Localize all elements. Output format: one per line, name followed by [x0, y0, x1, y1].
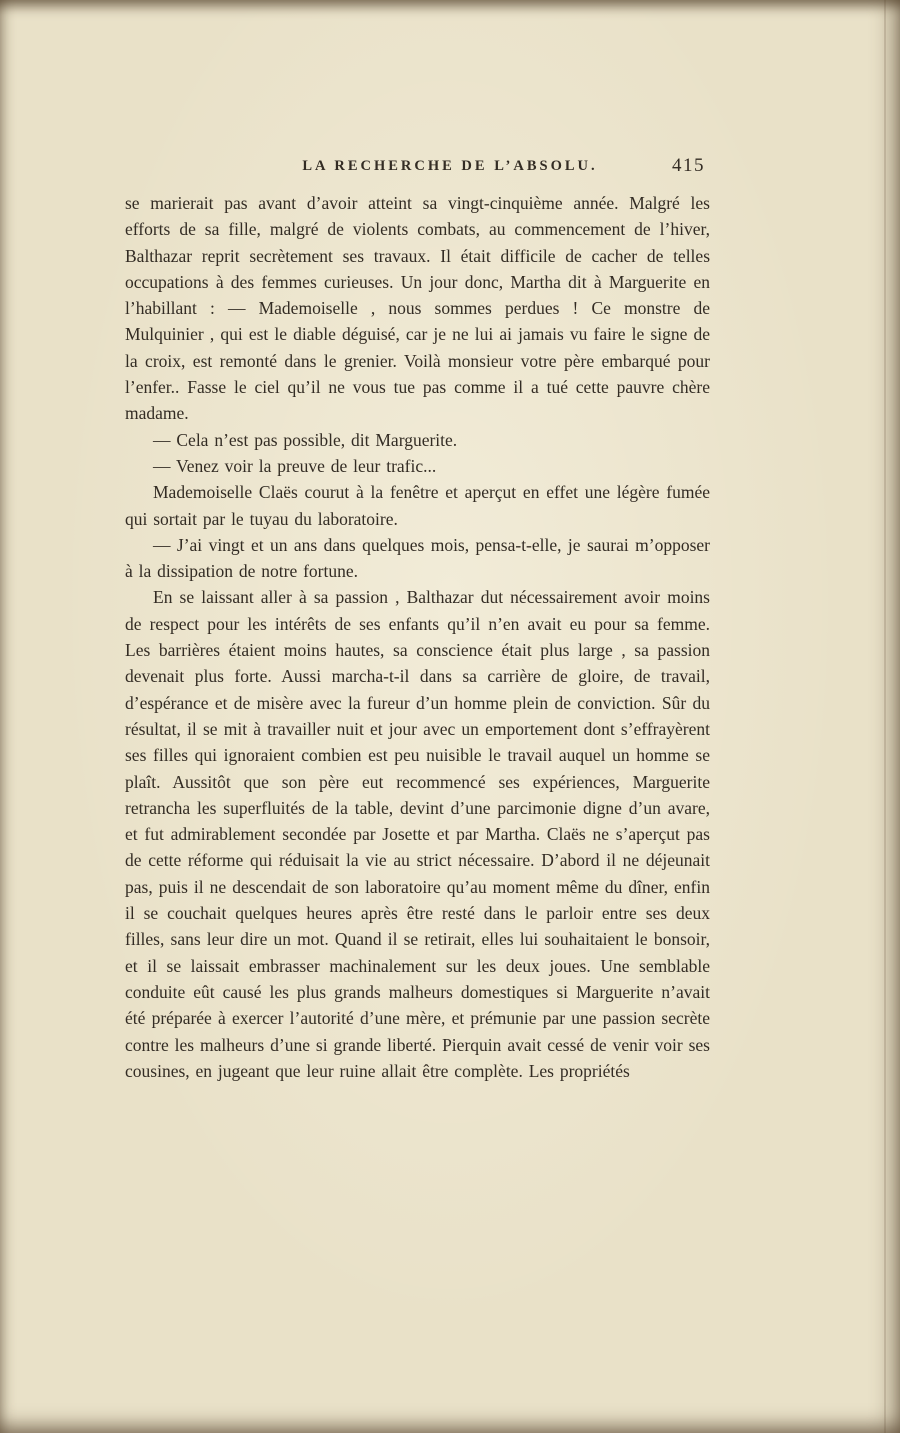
- page-number: 415: [672, 155, 705, 176]
- paragraph: Mademoiselle Claës courut à la fenêtre et aperçut en effet une légère fumée qui sortait par le tuyau du laboratoire.: [125, 482, 710, 529]
- paragraph-continuation: se marierait pas avant d’avoir atteint sa vingt-cinquième année. Malgré les efforts de sa fille, malgré de violents combats, au commencement de l’hiver, Balthazar reprit secrètement ses travaux. Il était difficile de cacher de telles occupations à des femmes curieuses. Un jour donc, Martha dit à Marguerite en l’habillant : — Mademoiselle , nous sommes perdues ! Ce monstre de Mulquinier , qui est le diable déguisé, car je ne lui ai jamais vu faire le signe de la croix, est remonté dans le grenier. Voilà monsieur votre père embarqué pour l’enfer.. Fasse le ciel qu’il ne vous tue pas comme il a tué cette pauvre chère madame.: [125, 193, 710, 424]
- running-header: [0, 152, 900, 180]
- page-edge-line: [884, 0, 886, 1433]
- page-text-block: [125, 190, 710, 1084]
- dialogue-paragraph: — Cela n’est pas possible, dit Marguerite.: [153, 429, 458, 450]
- dialogue-paragraph: — J’ai vingt et un ans dans quelques mois, pensa-t-elle, je saurai m’opposer à la dissipation de notre fortune.: [125, 534, 710, 582]
- running-header-title: LA RECHERCHE DE L’ABSOLU.: [302, 158, 598, 174]
- dialogue-paragraph: — Venez voir la preuve de leur trafic...: [153, 455, 437, 476]
- paragraph: En se laissant aller à sa passion , Balthazar dut nécessairement avoir moins de respect pour les intérêts de ses enfants qu’il n’en avait eu pour sa femme. Les barrières étaient moins hautes, sa conscience était plus large , sa passion devenait plus forte. Aussi marcha-t-il dans sa carrière de gloire, de travail, d’espérance et de misère avec la fureur d’un homme plein de conviction. Sûr du résultat, il se mit à travailler nuit et jour avec un emportement dont s’effrayèrent ses filles qui ignoraient combien est peu nuisible le travail auquel un homme se plaît. Aussitôt que son père eut recommencé ses expériences, Marguerite retrancha les superfluités de la table, devint d’une parcimonie digne d’un avare, et fut admirablement secondée par Josette et par Martha. Claës ne s’aperçut pas de cette réforme qui réduisait la vie au strict nécessaire. D’abord il ne déjeunait pas, puis il ne descendait de son laboratoire qu’au moment même du dîner, enfin il se couchait quelques heures après être resté dans le parloir entre ses deux filles, sans leur dire un mot. Quand il se retirait, elles lui souhaitaient le bonsoir, et il se laissait embrasser machinalement sur les deux joues. Une semblable conduite eût causé les plus grands malheurs domestiques si Marguerite n’avait été préparée à exercer l’autorité d’une mère, et prémunie par une passion secrète contre les malheurs d’une si grande liberté. Pierquin avait cessé de venir voir ses cousines, en jugeant que leur ruine allait être complète. Les propriétés: [125, 587, 710, 1081]
